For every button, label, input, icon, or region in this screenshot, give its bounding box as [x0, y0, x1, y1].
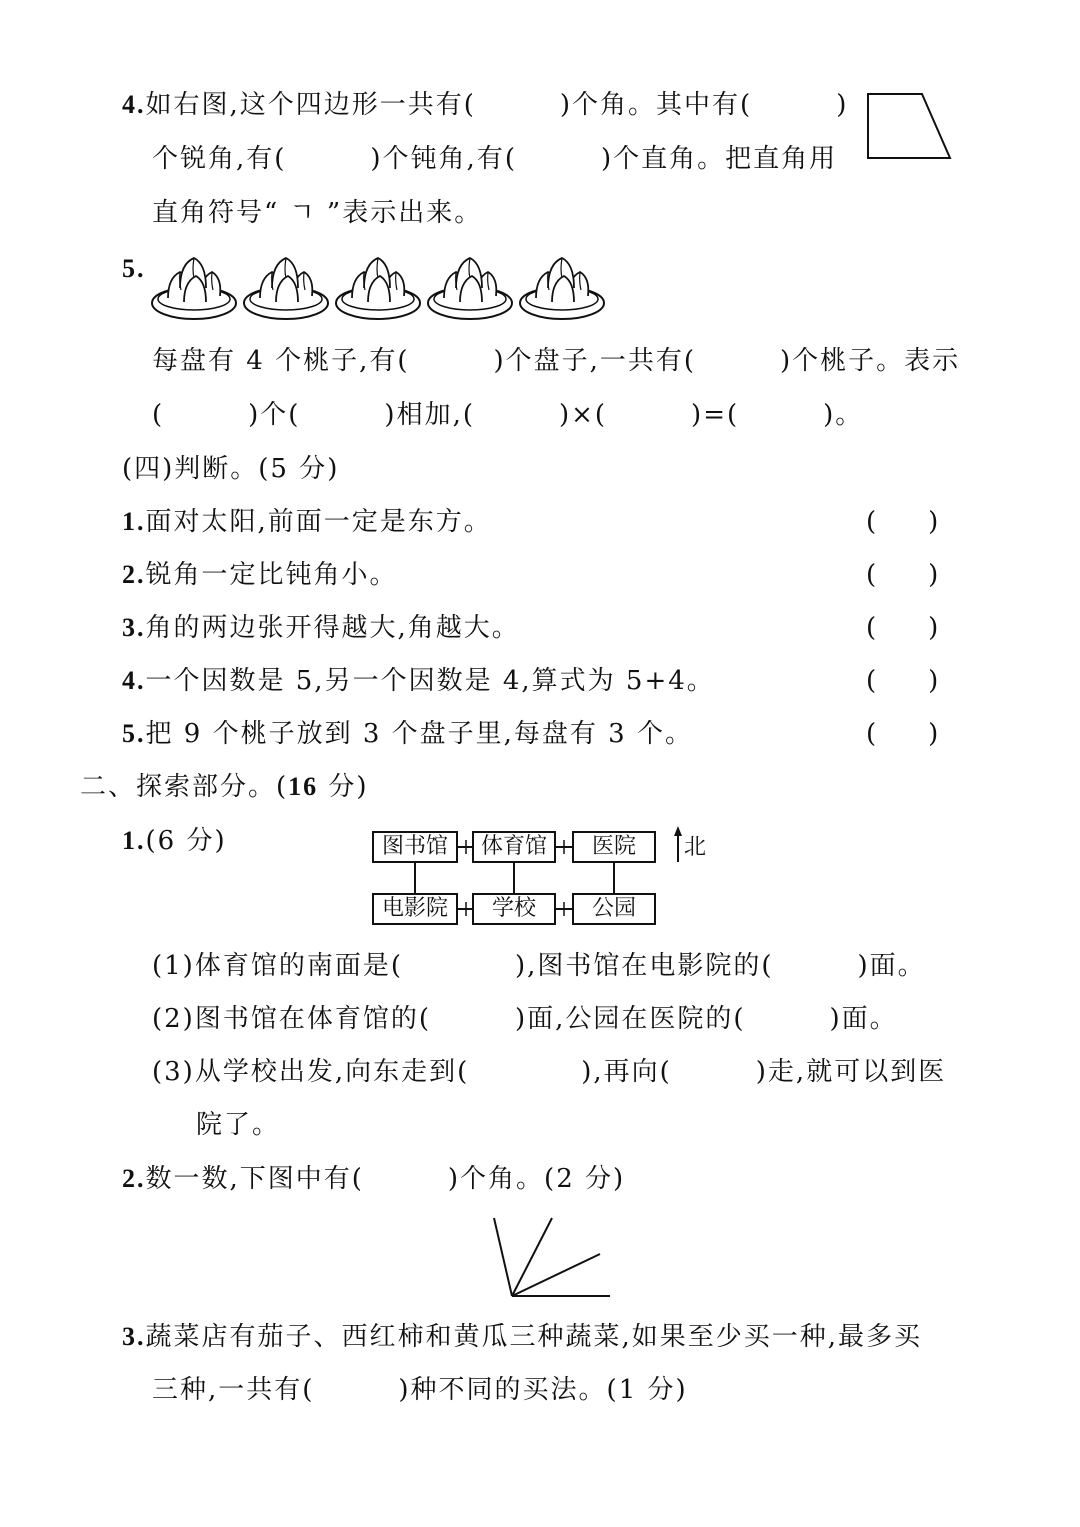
explore-q3-text: 蔬菜店有茄子、西红柿和黄瓜三种蔬菜,如果至少买一种,最多买 [145, 1322, 923, 1352]
map-cinema: 电影院 [372, 893, 458, 925]
map-school: 学校 [472, 893, 556, 925]
judge-item-2-num: 2. [122, 560, 146, 589]
judge-heading: (四)判断。(5 分) [122, 454, 340, 484]
explore-heading-end: 分) [318, 772, 369, 802]
angle-rays-figure [490, 1214, 620, 1304]
explore-q3-num: 3. [122, 1322, 146, 1351]
q5-num-label: 5. [122, 254, 146, 283]
q4-number: 4. [122, 90, 146, 119]
north-label: 北 [684, 835, 709, 860]
q4-text-1: 如右图,这个四边形一共有( )个角。其中有( ) [145, 90, 849, 120]
explore-sub3-line1: (3)从学校出发,向东走到( ),再向( )走,就可以到医 [152, 1057, 947, 1087]
map-gym: 体育馆 [472, 831, 556, 863]
judge-item-4-num: 4. [122, 666, 146, 695]
q4-line2: 个锐角,有( )个钝角,有( )个直角。把直角用 [152, 144, 838, 174]
judge-answer-4[interactable]: ( ) [866, 666, 939, 696]
judge-answer-2[interactable]: ( ) [866, 560, 939, 590]
ray-3 [512, 1254, 600, 1296]
explore-q1-num: 1. [122, 826, 146, 855]
explore-q2 [122, 1162, 625, 1196]
q5-line1: 每盘有 4 个桃子,有( )个盘子,一共有( )个桃子。表示 [152, 346, 961, 376]
map-hospital: 医院 [572, 831, 656, 863]
judge-item-4-text: 一个因数是 5,另一个因数是 4,算式为 5+4。 [145, 666, 715, 696]
judge-item-5-num: 5. [122, 719, 146, 748]
map-park: 公园 [572, 893, 656, 925]
q5-line2: ( )个( )相加,( )×( )=( )。 [152, 400, 864, 430]
explore-heading-text: 二、探索部分。( [80, 772, 289, 802]
north-arrow-head [674, 826, 682, 836]
explore-sub2: (2)图书馆在体育馆的( )面,公园在医院的( )面。 [152, 1004, 898, 1034]
ray-1 [494, 1218, 512, 1296]
judge-answer-3[interactable]: ( ) [866, 613, 939, 643]
judge-item-3-text: 角的两边张开得越大,角越大。 [145, 613, 520, 643]
judge-item-1-num: 1. [122, 507, 146, 536]
explore-sub3-line2: 院了。 [196, 1110, 281, 1140]
judge-answer-1[interactable]: ( ) [866, 507, 939, 537]
map-library: 图书馆 [372, 831, 458, 863]
q4-line3: 直角符号“ ㄱ ”表示出来。 [152, 198, 483, 228]
explore-sub1: (1)体育馆的南面是( ),图书馆在电影院的( )面。 [152, 951, 926, 981]
judge-item-1-text: 面对太阳,前面一定是东方。 [145, 507, 492, 537]
explore-heading-score: 16 [288, 772, 319, 801]
judge-item-5-text: 把 9 个桃子放到 3 个盘子里,每盘有 3 个。 [145, 719, 693, 749]
explore-q3-line2: 三种,一共有( )种不同的买法。(1 分) [152, 1375, 688, 1405]
explore-q2-text: 数一数,下图中有( )个角。(2 分) [145, 1164, 626, 1194]
explore-q1-score: (6 分) [145, 826, 227, 856]
explore-q2-num: 2. [122, 1164, 146, 1193]
judge-answer-5[interactable]: ( ) [866, 719, 939, 749]
judge-item-3-num: 3. [122, 613, 146, 642]
judge-item-2-text: 锐角一定比钝角小。 [145, 560, 398, 590]
explore-q3-line1 [122, 1320, 922, 1354]
ray-2 [512, 1218, 552, 1296]
